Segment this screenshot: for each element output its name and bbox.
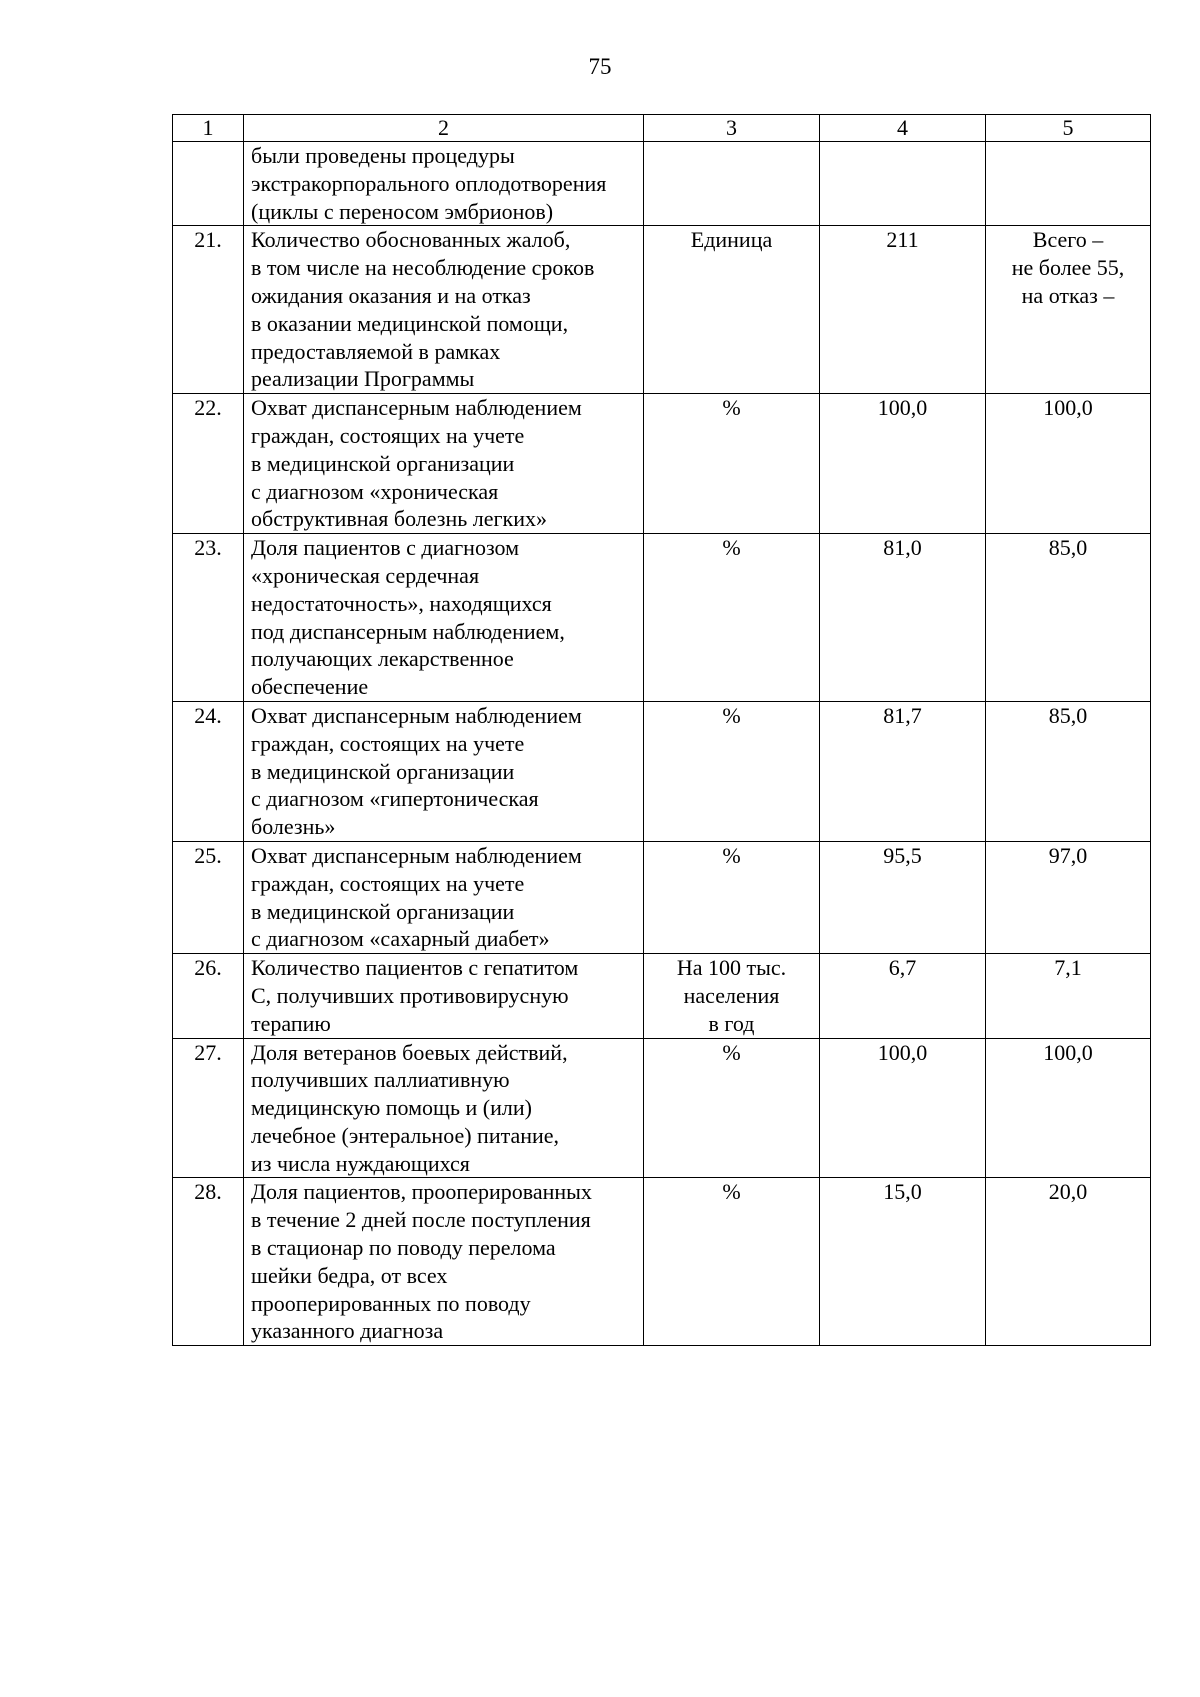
table-row	[173, 534, 1151, 702]
target-cell: 7,1	[986, 954, 1151, 1038]
value-cell: 100,0	[820, 394, 986, 534]
row-number: 25.	[173, 841, 244, 953]
row-number: 28.	[173, 1178, 244, 1346]
unit-cell	[644, 142, 820, 226]
indicator-name: Охват диспансерным наблюдением граждан, состоящих на учете в медицинской организации с диагнозом «хроническая обструктивная болезнь легких»	[244, 394, 644, 534]
unit-cell: На 100 тыс. населения в год	[644, 954, 820, 1038]
value-cell: 211	[820, 226, 986, 394]
row-number: 22.	[173, 394, 244, 534]
value-cell: 100,0	[820, 1038, 986, 1178]
page-number: 75	[588, 54, 612, 79]
header-col-2: 2	[244, 115, 644, 142]
indicator-name: были проведены процедуры экстракорпорального оплодотворения (циклы с переносом эмбрионов)	[244, 142, 644, 226]
indicator-name: Доля пациентов с диагнозом «хроническая сердечная недостаточность», находящихся под диспансерным наблюдением, получающих лекарственное обеспечение	[244, 534, 644, 702]
unit-cell: %	[644, 1178, 820, 1346]
indicator-name: Количество пациентов с гепатитом C, получивших противовирусную терапию	[244, 954, 644, 1038]
table-row	[173, 1178, 1151, 1346]
table-header-row	[173, 115, 1151, 142]
table-row	[173, 226, 1151, 394]
unit-cell: %	[644, 1038, 820, 1178]
value-cell: 15,0	[820, 1178, 986, 1346]
indicator-name: Охват диспансерным наблюдением граждан, состоящих на учете в медицинской организации с диагнозом «сахарный диабет»	[244, 841, 644, 953]
target-cell: 100,0	[986, 1038, 1151, 1178]
target-cell: 85,0	[986, 534, 1151, 702]
row-number: 26.	[173, 954, 244, 1038]
indicators-table	[172, 114, 1151, 1346]
table-row	[173, 142, 1151, 226]
row-number	[173, 142, 244, 226]
unit-cell: %	[644, 701, 820, 841]
table-row	[173, 954, 1151, 1038]
table-row	[173, 1038, 1151, 1178]
table-row	[173, 394, 1151, 534]
target-cell: 97,0	[986, 841, 1151, 953]
indicator-name: Количество обоснованных жалоб, в том числе на несоблюдение сроков ожидания оказания и на отказ в оказании медицинской помощи, предоставляемой в рамках реализации Программы	[244, 226, 644, 394]
table-body	[173, 142, 1151, 1346]
row-number: 21.	[173, 226, 244, 394]
row-number: 24.	[173, 701, 244, 841]
target-cell: 20,0	[986, 1178, 1151, 1346]
value-cell: 81,0	[820, 534, 986, 702]
table-header	[173, 115, 1151, 142]
header-col-5: 5	[986, 115, 1151, 142]
indicator-name: Охват диспансерным наблюдением граждан, состоящих на учете в медицинской организации с диагнозом «гипертоническая болезнь»	[244, 701, 644, 841]
target-cell: Всего – не более 55, на отказ –	[986, 226, 1151, 394]
header-col-4: 4	[820, 115, 986, 142]
row-number: 27.	[173, 1038, 244, 1178]
value-cell	[820, 142, 986, 226]
unit-cell: %	[644, 841, 820, 953]
target-cell: 100,0	[986, 394, 1151, 534]
table-row	[173, 701, 1151, 841]
value-cell: 81,7	[820, 701, 986, 841]
unit-cell: Единица	[644, 226, 820, 394]
indicator-name: Доля ветеранов боевых действий, получивших паллиативную медицинскую помощь и (или) лечебное (энтеральное) питание, из числа нуждающихся	[244, 1038, 644, 1178]
value-cell: 95,5	[820, 841, 986, 953]
unit-cell: %	[644, 534, 820, 702]
header-col-3: 3	[644, 115, 820, 142]
target-cell	[986, 142, 1151, 226]
header-col-1: 1	[173, 115, 244, 142]
indicator-name: Доля пациентов, прооперированных в течение 2 дней после поступления в стационар по поводу перелома шейки бедра, от всех прооперированных по поводу указанного диагноза	[244, 1178, 644, 1346]
value-cell: 6,7	[820, 954, 986, 1038]
target-cell: 85,0	[986, 701, 1151, 841]
table-row	[173, 841, 1151, 953]
unit-cell: %	[644, 394, 820, 534]
row-number: 23.	[173, 534, 244, 702]
